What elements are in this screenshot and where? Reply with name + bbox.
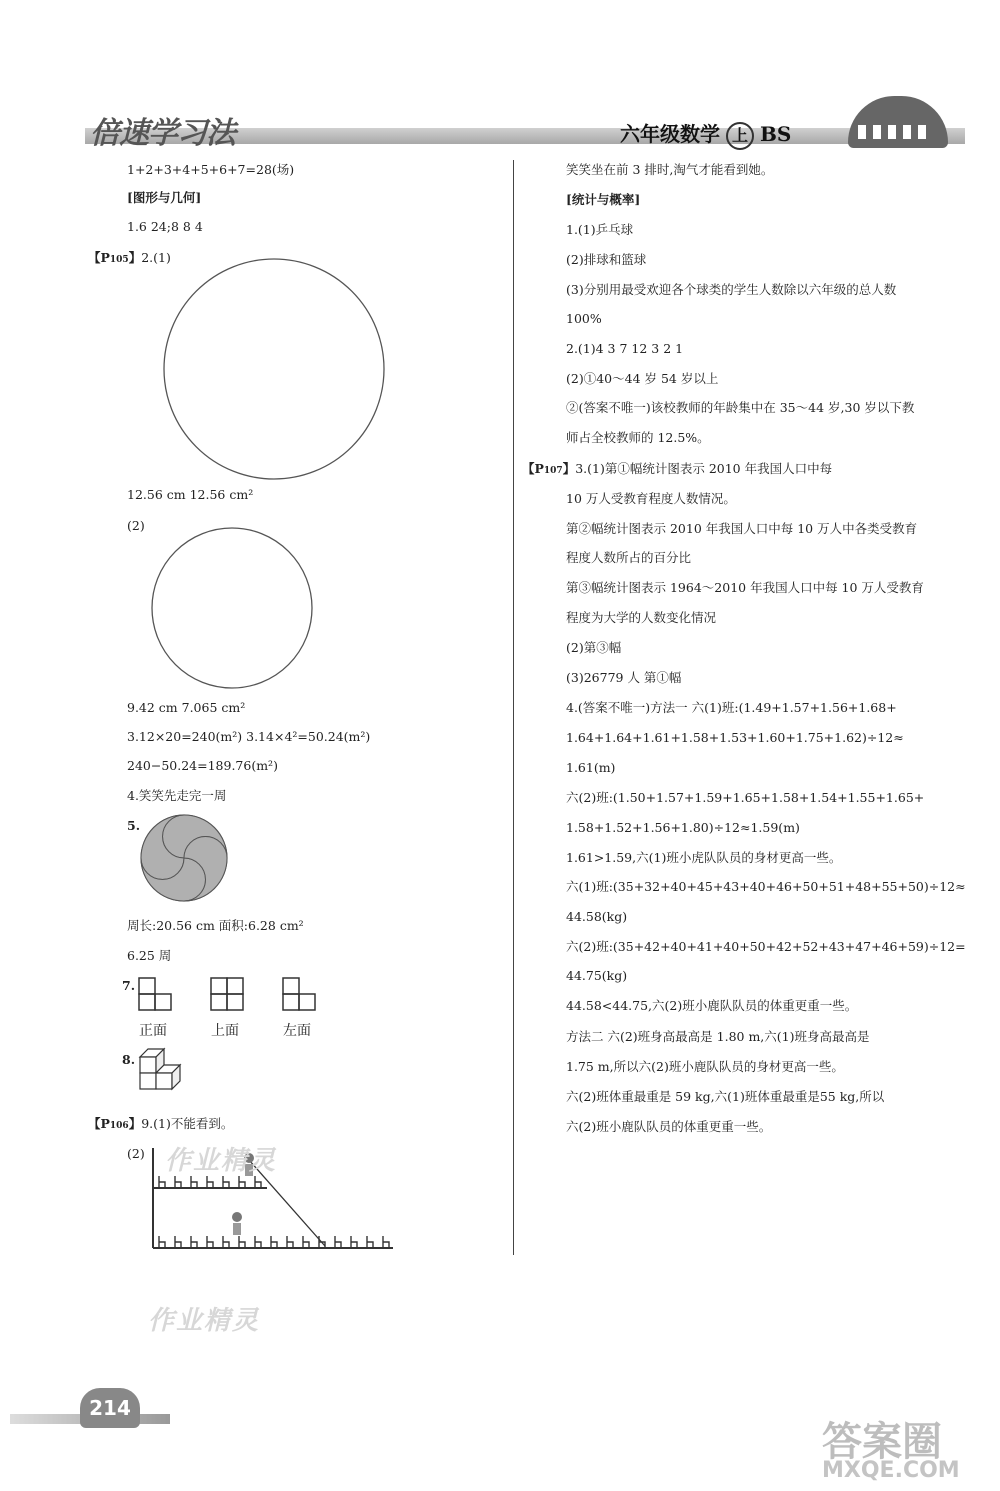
answer-line: 12.56 cm 12.56 cm² — [127, 487, 254, 502]
answer-line: 1.58+1.52+1.56+1.80)÷12≈1.59(m) — [566, 820, 800, 835]
answer-line: 1.(1)乒乓球 — [566, 222, 634, 237]
edition-label: BS — [760, 122, 792, 146]
answer-line: 程度人数所占的百分比 — [566, 550, 692, 565]
answer-line: 100% — [566, 311, 602, 326]
watermark-url: MXQE.COM — [822, 1458, 960, 1483]
answer-line: 第②幅统计图表示 2010 年我国人口中每 10 万人中各类受教育 — [566, 521, 918, 536]
answer-line: 1+2+3+4+5+6+7=28(场) — [127, 162, 295, 177]
answer-line: (2)第③幅 — [566, 640, 622, 655]
answer-line: (3)26779 人 第①幅 — [566, 670, 682, 685]
page-number: 214 — [80, 1388, 140, 1428]
answer-line: 第③幅统计图表示 1964～2010 年我国人口中每 10 万人受教育 — [566, 580, 924, 595]
view-label-front: 正面 — [139, 1023, 167, 1039]
answer-line: 2.(1)4 3 7 12 3 2 1 — [566, 341, 684, 356]
answer-line: 六(2)班体重最重是 59 kg,六(1)班体重最重是55 kg,所以 — [566, 1089, 885, 1104]
cube-stack-figure — [135, 1045, 189, 1099]
stamp-watermark: 作业精灵 — [165, 1146, 278, 1176]
fence-decoration-icon — [858, 124, 938, 138]
answer-line: 44.58(kg) — [566, 909, 628, 924]
page-ref-tag: 【P106】 — [88, 1116, 142, 1131]
answer-line: (2) — [127, 1146, 145, 1161]
answer-line: 【P107】3.(1)第①幅统计图表示 2010 年我国人口中每 — [522, 461, 833, 476]
answer-line: 240−50.24=189.76(m²) — [127, 758, 278, 773]
answer-line: 方法二 六(2)班身高最高是 1.80 m,六(1)班身高最高是 — [566, 1029, 870, 1044]
front-view-figure — [137, 976, 177, 1014]
answer-line: 5. — [127, 818, 141, 833]
stamp-watermark: 作业精灵 — [148, 1306, 261, 1336]
watermark-logo: 答案圈 — [822, 1419, 942, 1465]
book-title — [620, 118, 791, 150]
answer-line: 1.64+1.64+1.61+1.58+1.53+1.60+1.75+1.62)÷12≈ — [566, 730, 904, 745]
answer-line: 【P105】2.(1) — [88, 250, 171, 265]
circle-figure-2 — [148, 524, 320, 696]
answer-line: 1.61>1.59,六(1)班小虎队队员的身材更高一些。 — [566, 850, 842, 865]
answer-line: 4.笑笑先走完一周 — [127, 788, 227, 803]
answer-line: (2)①40～44 岁 54 岁以上 — [566, 371, 719, 386]
answer-line: 3.12×20=240(m²) 3.14×4²=50.24(m²) — [127, 729, 371, 744]
answer-line: (3)分别用最受欢迎各个球类的学生人数除以六年级的总人数 — [566, 282, 897, 297]
answer-line: (2)排球和篮球 — [566, 252, 647, 267]
top-view-figure — [209, 976, 249, 1014]
answer-line: 44.58<44.75,六(2)班小鹿队队员的体重更重一些。 — [566, 998, 858, 1013]
view-label-top: 上面 — [211, 1023, 239, 1039]
answer-line: 六(1)班:(35+32+40+45+43+40+46+50+51+48+55+50)÷12≈ — [566, 879, 966, 894]
column-divider — [513, 160, 514, 1255]
answer-line: 六(2)班:(1.50+1.57+1.59+1.65+1.58+1.54+1.55+1.65+ — [566, 790, 925, 805]
circle-figure-1 — [160, 255, 390, 485]
view-label-left: 左面 — [283, 1023, 311, 1039]
left-view-figure — [281, 976, 321, 1014]
answer-line: 4.(答案不唯一)方法一 六(1)班:(1.49+1.57+1.56+1.68+ — [566, 700, 897, 715]
header-decoration-icon — [848, 96, 948, 148]
answer-line: 6.25 周 — [127, 948, 172, 963]
answer-line: 1.61(m) — [566, 760, 616, 775]
answer-line: 程度为大学的人数变化情况 — [566, 610, 717, 625]
answer-line: 44.75(kg) — [566, 968, 628, 983]
answer-line: (2) — [127, 518, 145, 533]
answer-line: 9.42 cm 7.065 cm² — [127, 700, 246, 715]
book-logo: 倍速学习法 — [90, 116, 235, 151]
answer-line: 师占全校教师的 12.5%。 — [566, 430, 710, 445]
pinwheel-figure — [138, 812, 230, 904]
answer-line: 六(2)班小鹿队队员的体重更重一些。 — [566, 1119, 772, 1134]
section-heading-geometry: [图形与几何] — [127, 190, 202, 205]
section-heading-statistics: [统计与概率] — [566, 192, 641, 207]
answer-line: 六(2)班:(35+42+40+41+40+50+42+52+43+47+46+59)÷12= — [566, 939, 966, 954]
page-ref-tag: 【P105】 — [88, 250, 142, 265]
answer-line: 周长:20.56 cm 面积:6.28 cm² — [127, 918, 304, 933]
grade-subject: 六年级数学 — [620, 122, 720, 146]
answer-line: 【P106】9.(1)不能看到。 — [88, 1116, 234, 1131]
answer-line: 1.75 m,所以六(2)班小鹿队队员的身材更高一些。 — [566, 1059, 844, 1074]
answer-line: 7. — [122, 978, 136, 993]
answer-line: 1.6 24;8 8 4 — [127, 219, 203, 234]
volume-badge: 上 — [726, 122, 754, 150]
answer-line: 笑笑坐在前 3 排时,淘气才能看到她。 — [566, 162, 774, 177]
answer-line: ②(答案不唯一)该校教师的年龄集中在 35～44 岁,30 岁以下教 — [566, 400, 915, 415]
page-ref-tag: 【P107】 — [522, 461, 576, 476]
answer-line: 10 万人受教育程度人数情况。 — [566, 491, 736, 506]
answer-line: 8. — [122, 1052, 136, 1067]
